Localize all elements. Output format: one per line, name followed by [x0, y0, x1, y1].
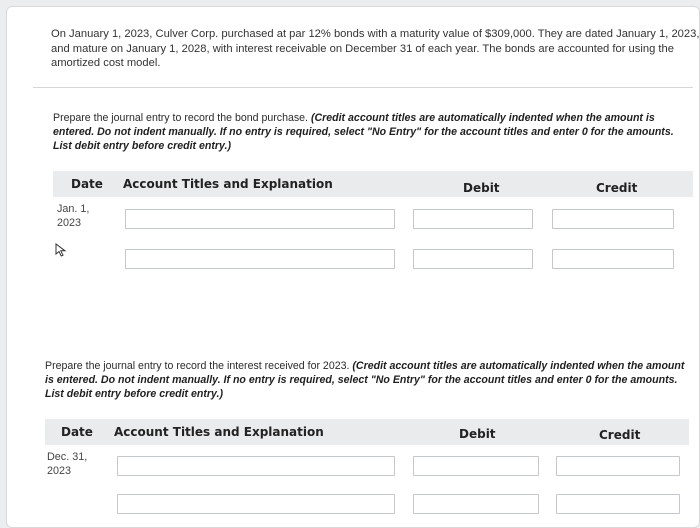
part2-date-line2: 2023	[47, 465, 72, 477]
problem-statement: On January 1, 2023, Culver Corp. purchased at par 12% bonds with a maturity value of $309,000. They are dated January 1, 2023, and mature on January 1, 2028, with interest receivable on December 31 of each year. The bonds are accounted for using the amortized cost model.	[51, 28, 700, 69]
part2-row2-credit-input[interactable]	[556, 494, 680, 514]
part2-row1-account-input[interactable]	[117, 456, 395, 476]
part2-row1-credit-input[interactable]	[556, 456, 680, 476]
part2-row1-debit-input[interactable]	[413, 456, 539, 476]
part1-col-date: Date	[71, 177, 103, 191]
part1-col-credit: Credit	[596, 181, 638, 195]
part1-instructions-note: (Credit account titles are automatically indented when the amount is entered. Do not indent manually. If no entry is required, select "No Entry" for the account titles and enter 0 for the amounts. List debit entry before credit entry.)	[53, 112, 674, 152]
part1-row2-account-input[interactable]	[125, 249, 395, 269]
part2-row2-account-input[interactable]	[117, 494, 395, 514]
part2-col-credit: Credit	[599, 428, 641, 442]
part1-row1-credit-input[interactable]	[552, 209, 674, 229]
mouse-pointer-icon	[55, 243, 67, 262]
part2-table-header	[45, 419, 689, 445]
part2-col-account: Account Titles and Explanation	[114, 425, 324, 439]
part1-date-line2: 2023	[57, 217, 82, 229]
part2-prompt: Prepare the journal entry to record the interest received for 2023.	[45, 360, 350, 372]
part1-row2-credit-input[interactable]	[552, 249, 674, 269]
part2-date-line1: Dec. 31,	[47, 451, 88, 463]
part1-row1-account-input[interactable]	[125, 209, 395, 229]
part2-instructions	[45, 359, 685, 401]
part1-table-header	[53, 171, 693, 197]
part1-row2-debit-input[interactable]	[413, 249, 533, 269]
part1-col-debit: Debit	[463, 181, 500, 195]
part2-instructions-note: (Credit account titles are automatically indented when the amount is entered. Do not indent manually. If no entry is required, select "No Entry" for the account titles and enter 0 for the amounts. List debit entry before credit entry.)	[45, 360, 685, 400]
part1-col-account: Account Titles and Explanation	[123, 177, 333, 191]
part1-row1-debit-input[interactable]	[413, 209, 533, 229]
question-card	[6, 6, 700, 528]
part1-date	[57, 202, 89, 230]
part2-date	[47, 450, 87, 478]
part2-row2-debit-input[interactable]	[413, 494, 539, 514]
section-divider	[33, 87, 693, 88]
part2-col-date: Date	[61, 425, 93, 439]
part1-date-line1: Jan. 1,	[57, 203, 90, 215]
part1-prompt: Prepare the journal entry to record the bond purchase.	[53, 112, 308, 124]
part1-instructions	[53, 111, 683, 153]
part2-col-debit: Debit	[459, 427, 496, 441]
